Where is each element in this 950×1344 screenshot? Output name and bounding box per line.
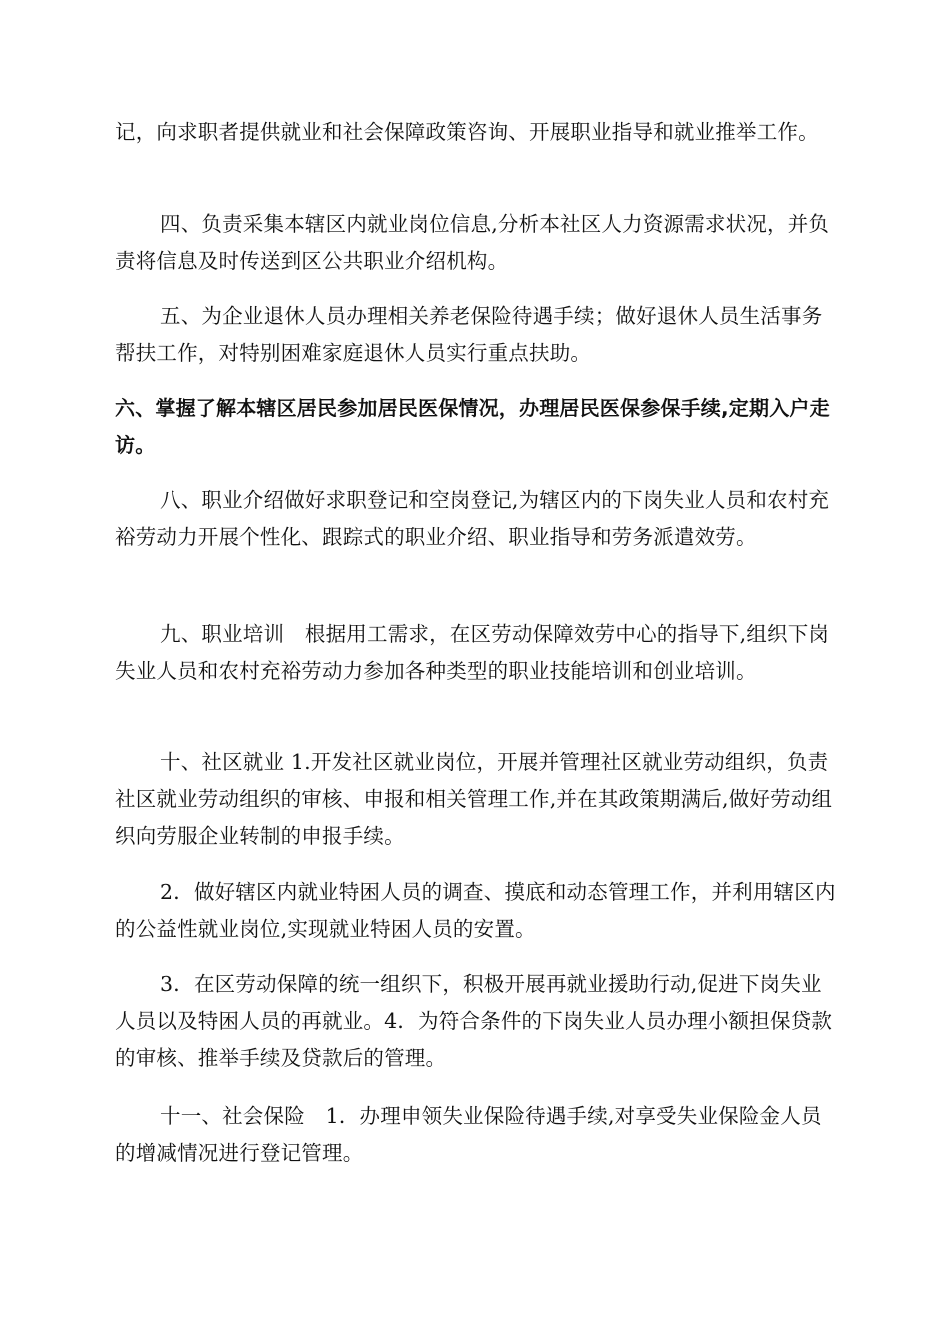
paragraph-item-5: 五、为企业退休人员办理相关养老保险待遇手续；做好退休人员生活事务帮扶工作，对特别困难家庭退休人员实行重点扶助。 bbox=[115, 304, 823, 365]
paragraph-continuation: 记，向求职者提供就业和社会保障政策咨询、开展职业指导和就业推举工作。 bbox=[115, 120, 819, 144]
paragraph-item-10-2: 2．做好辖区内就业特困人员的调查、摸底和动态管理工作，并利用辖区内的公益性就业岗位,实现就业特困人员的安置。 bbox=[115, 880, 836, 941]
paragraph-item-6-bold: 六、掌握了解本辖区居民参加居民医保情况，办理居民医保参保手续,定期入户走访。 bbox=[115, 396, 830, 457]
paragraph-item-4: 四、负责采集本辖区内就业岗位信息,分析本社区人力资源需求状况，并负责将信息及时传送到区公共职业介绍机构。 bbox=[115, 212, 830, 273]
paragraph-item-10: 十、社区就业 1.开发社区就业岗位，开展并管理社区就业劳动组织，负责社区就业劳动组织的审核、申报和相关管理工作,并在其政策期满后,做好劳动组织向劳服企业转制的申报手续。 bbox=[115, 750, 833, 848]
paragraph-item-10-3: 3．在区劳动保障的统一组织下，积极开展再就业援助行动,促进下岗失业人员以及特困人员的再就业。4．为符合条件的下岗失业人员办理小额担保贷款的审核、推举手续及贷款后的管理。 bbox=[115, 972, 833, 1070]
paragraph-item-9: 九、职业培训 根据用工需求，在区劳动保障效劳中心的指导下,组织下岗失业人员和农村充裕劳动力参加各种类型的职业技能培训和创业培训。 bbox=[115, 622, 830, 683]
paragraph-item-8: 八、职业介绍做好求职登记和空岗登记,为辖区内的下岗失业人员和农村充裕劳动力开展个性化、跟踪式的职业介绍、职业指导和劳务派遣效劳。 bbox=[115, 488, 830, 549]
paragraph-item-11: 十一、社会保险 1．办理申领失业保险待遇手续,对享受失业保险金人员的增减情况进行登记管理。 bbox=[115, 1104, 822, 1165]
